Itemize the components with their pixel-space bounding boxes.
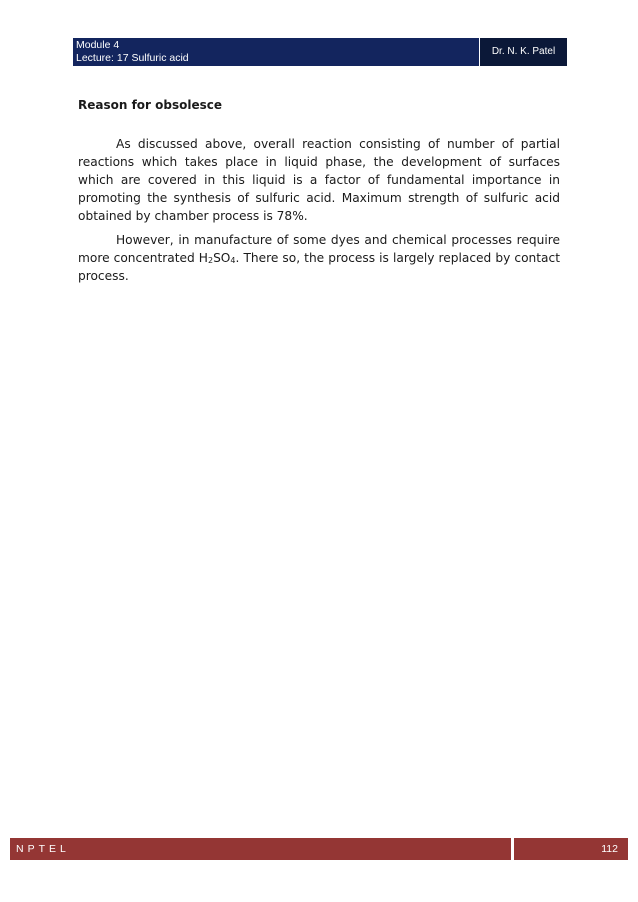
paragraph-2-text-so: SO — [213, 251, 231, 265]
paragraph-2-text-start: However, in manufacture of some dyes and chemical processes require more concentrated H — [78, 233, 560, 265]
header-lecture: Lecture: 17 Sulfuric acid — [76, 52, 189, 64]
page-number: 112 — [514, 838, 628, 860]
page-footer — [10, 838, 628, 860]
page-header — [73, 38, 567, 66]
paragraph-1: As discussed above, overall reaction consisting of number of partial reactions which takes place in liquid phase, the development of surfaces which are covered in this liquid is a factor of fundamental importance in promoting the synthesis of sulfuric acid. Maximum strength of sulfuric acid obtained by chamber process is 78%. — [78, 137, 560, 223]
header-module: Module 4 — [76, 39, 120, 51]
subscript-2: 2 — [207, 256, 214, 265]
paragraph-2 — [78, 231, 560, 285]
section-heading: Reason for obsolesce — [78, 98, 223, 112]
header-module-info — [76, 39, 189, 65]
subscript-4: 4 — [230, 256, 236, 265]
footer-label: NPTEL — [10, 838, 511, 860]
header-author: Dr. N. K. Patel — [479, 38, 567, 66]
paragraph-2-text-end: . There so, the process is largely replaced by contact process. — [78, 251, 560, 283]
